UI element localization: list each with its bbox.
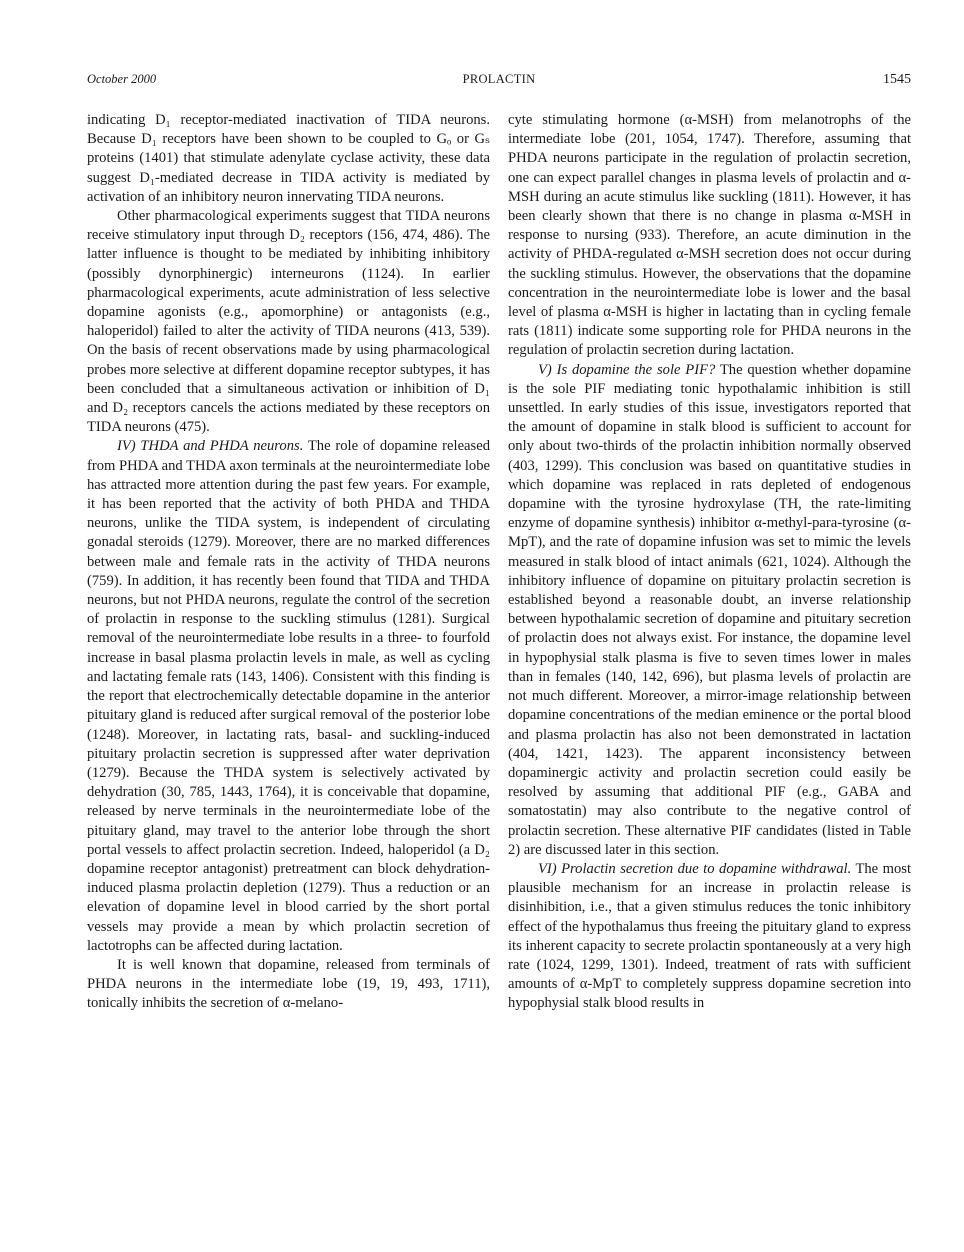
paragraph-text: The most plausible mechanism for an increase in prolactin release is disinhibition, i.e., that a given stimulus reduces the tonic inhibitory effect of the hypothalamus thus freeing the pituitary gland to express its inherent capacity to secrete prolactin spontaneously at a very high rate (1024, 1299, 1301). Indeed, treatment of rats with sufficient amounts of α-MpT to completely suppress dopamine secretion into hypophysial stalk blood results in: [508, 860, 911, 1012]
right-paragraph-3: [508, 860, 911, 1014]
section-heading: IV) THDA and PHDA neurons.: [117, 438, 304, 455]
running-header: [87, 72, 911, 92]
right-paragraph-1: [508, 111, 911, 361]
left-paragraph-1: [87, 111, 490, 207]
left-paragraph-3: [87, 437, 490, 955]
left-paragraph-2: [87, 207, 490, 437]
right-column: [508, 111, 911, 1014]
paragraph-text: The question whether dopamine is the sole PIF mediating tonic hypothalamic inhibition is still unsettled. In early studies of this issue, investigators reported that the amount of dopamine in stalk blood is sufficient to account for only about two-thirds of the prolactin inhibition normally observed (403, 1299). This conclusion was based on quantitative studies in which dopamine was replaced in rats depleted of endogenous dopamine with the tyrosine hydroxylase (TH, the rate-limiting enzyme of dopamine synthesis) inhibitor α-methyl-para-tyrosine (α-MpT), and the rate of dopamine infusion was set to mimic the levels measured in stalk blood of intact animals (621, 1024). Although the inhibitory influence of dopamine on pituitary prolactin secretion is established beyond a reasonable doubt, an inverse relationship between hypothalamic secretion of dopamine and pituitary secretion of prolactin does not always exist. For instance, the dopamine level in hypophysial stalk plasma is five to seven times lower in males than in females (140, 142, 696), but plasma levels of prolactin are not much different. Moreover, a mirror-image relationship between dopamine concentrations of the median eminence or the portal blood and plasma prolactin has also not been demonstrated in lactation (404, 1421, 1423). The apparent inconsistency between dopaminergic activity and prolactin secretion could easily be resolved by assuming that additional PIF (e.g., GABA and somatostatin) may also contribute to the negative control of prolactin secretion. These alternative PIF candidates (listed in Table 2) are discussed later in this section.: [508, 361, 912, 858]
paragraph-text: The role of dopamine released from PHDA and THDA axon terminals at the neurointermediate lobe has attracted more attention during the past few years. For example, it has been reported that the activity of both PHDA and THDA neurons, unlike the TIDA system, is independent of circulating gonadal steroids (1279). Moreover, there are no marked differences between male and female rats in the activity of THDA neurons (759). In addition, it has recently been found that TIDA and THDA neurons, but not PHDA neurons, regulate the control of the secretion of prolactin in response to the suckling stimulus (1281). Surgical removal of the neurointermediate lobe results in a three- to fourfold increase in basal plasma prolactin levels in male, as well as cycling and lactating female rats (143, 1406). Consistent with this finding is the report that electrochemically detectable dopamine in the anterior pituitary gland is reduced after surgical removal of the posterior lobe (1248). Moreover, in lactating rats, basal- and suckling-induced pituitary prolactin secretion is suppressed after water deprivation (1279). Because the THDA system is selectively activated by dehydration (30, 785, 1443, 1764), it is conceivable that dopamine, released by nerve terminals in the neurointermediate lobe of the pituitary gland, may travel to the anterior lobe through the short portal vessels to affect prolactin secretion. Indeed, haloperidol (a D₂ dopamine receptor antagonist) pretreatment can block dehydration-induced plasma prolactin depletion (1279). Thus a reduction or an elevation of dopamine level in blood carried by the short portal vessels may provide a mean by which prolactin secretion of lactotrophs can be affected during lactation.: [87, 438, 490, 954]
right-paragraph-2: [508, 361, 911, 860]
section-heading: VI) Prolactin secretion due to dopamine withdrawal.: [538, 860, 852, 877]
left-paragraph-4: [87, 956, 490, 1014]
header-title: PROLACTIN: [462, 72, 536, 86]
paragraph-text: Other pharmacological experiments suggest that TIDA neurons receive stimulatory input through D₂ receptors (156, 474, 486). The latter influence is thought to be mediated by inhibiting inhibitory (possibly dynorphinergic) interneurons (1124). In earlier pharmacological experiments, acute administration of less selective dopamine agonists (e.g., apomorphine) or antagonists (e.g., haloperidol) failed to alter the activity of TIDA neurons (413, 539). On the basis of recent observations made by using pharmacological probes more selective at different dopamine receptor subtypes, it has been concluded that a simultaneous activation or inhibition of D₁ and D₂ receptors cancels the actions mediated by these receptors on TIDA neurons (475).: [87, 208, 490, 436]
paragraph-text: It is well known that dopamine, released from terminals of PHDA neurons in the intermediate lobe (19, 19, 493, 1711), tonically inhibits the secretion of α-melano-: [87, 956, 490, 1012]
left-column: [87, 111, 490, 1014]
section-heading: V) Is dopamine the sole PIF?: [538, 361, 716, 378]
page-number: 1545: [883, 72, 911, 87]
paragraph-text: indicating D₁ receptor-mediated inactivation of TIDA neurons. Because D₁ receptors have been shown to be coupled to Gₒ or Gₛ proteins (1401) that stimulate adenylate cyclase activity, these data suggest D₁-mediated decrease in TIDA activity is mediated by activation of an inhibitory neuron innervating TIDA neurons.: [87, 112, 490, 205]
header-date: October 2000: [87, 72, 157, 86]
paragraph-text: cyte stimulating hormone (α-MSH) from melanotrophs of the intermediate lobe (201, 1054, 1747). Therefore, assuming that PHDA neurons participate in the regulation of prolactin secretion, one can expect parallel changes in plasma levels of prolactin and α-MSH during an acute stimulus like suckling (1811). However, it has been clearly shown that there is no change in plasma α-MSH in response to nursing (933). Therefore, an acute diminution in the activity of PHDA-regulated α-MSH secretion does not occur during the suckling stimulus. However, the observations that the dopamine concentration in the neurointermediate lobe is lower and the basal level of plasma α-MSH is higher in lactating than in cycling female rats (1811) indicate some supporting role for PHDA neurons in the regulation of prolactin secretion during lactation.: [508, 112, 911, 359]
